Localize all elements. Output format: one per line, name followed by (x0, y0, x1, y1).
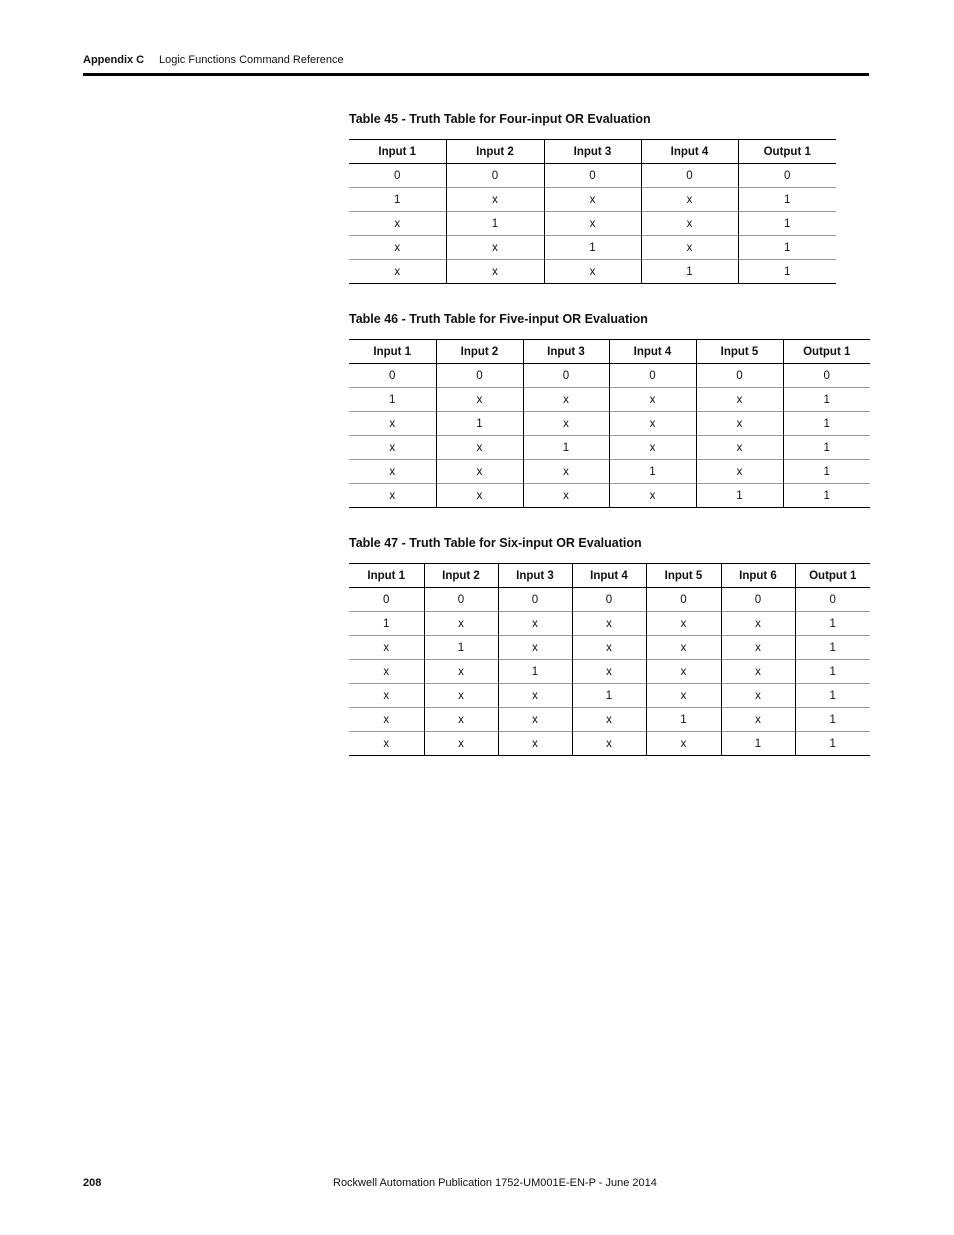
column-header: Input 4 (609, 340, 696, 364)
table-cell: x (721, 636, 795, 660)
table-cell: 1 (783, 436, 870, 460)
table-cell: 0 (795, 588, 870, 612)
table-row (349, 188, 836, 212)
table-cell: 1 (498, 660, 572, 684)
table-cell: x (572, 732, 646, 756)
table-cell: x (646, 612, 721, 636)
table-45-title: Table 45 - Truth Table for Four-input OR Evaluation (349, 112, 651, 126)
table-row (349, 436, 870, 460)
column-header: Input 2 (436, 340, 523, 364)
table-row (349, 164, 836, 188)
table-cell: 1 (738, 188, 836, 212)
table-cell: 0 (523, 364, 609, 388)
table-cell: x (498, 708, 572, 732)
table-cell: 1 (349, 188, 446, 212)
table-cell: x (609, 484, 696, 508)
column-header: Input 5 (696, 340, 783, 364)
column-header: Input 4 (641, 140, 738, 164)
table-cell: x (349, 436, 436, 460)
table-cell: x (721, 612, 795, 636)
table-cell: x (721, 660, 795, 684)
table-row (349, 212, 836, 236)
table-cell: 1 (349, 388, 436, 412)
table-cell: x (721, 708, 795, 732)
table-row (349, 708, 870, 732)
table-cell: x (696, 436, 783, 460)
table-cell: 0 (498, 588, 572, 612)
table-row (349, 636, 870, 660)
table-cell: 1 (696, 484, 783, 508)
table-cell: 1 (738, 260, 836, 284)
table-row (349, 388, 870, 412)
table-cell: 0 (544, 164, 641, 188)
table-cell: x (609, 412, 696, 436)
column-header: Input 6 (721, 564, 795, 588)
table-cell: 1 (646, 708, 721, 732)
table-cell: 1 (572, 684, 646, 708)
table-cell: 1 (738, 236, 836, 260)
appendix-label: Appendix C (83, 54, 145, 66)
table-cell: 1 (783, 412, 870, 436)
table-cell: x (349, 484, 436, 508)
column-header: Input 1 (349, 140, 446, 164)
table-cell: 0 (721, 588, 795, 612)
table-cell: 1 (795, 732, 870, 756)
table-header-row (349, 340, 870, 364)
table-row (349, 412, 870, 436)
table-cell: x (436, 460, 523, 484)
table-cell: x (424, 684, 498, 708)
table-cell: 0 (572, 588, 646, 612)
table-row (349, 732, 870, 756)
column-header: Input 3 (523, 340, 609, 364)
table-cell: x (349, 460, 436, 484)
table-cell: 1 (436, 412, 523, 436)
table-cell: x (349, 412, 436, 436)
table-cell: x (349, 732, 424, 756)
table-cell: x (641, 212, 738, 236)
table-cell: 1 (424, 636, 498, 660)
table-cell: x (349, 212, 446, 236)
table-cell: x (544, 188, 641, 212)
table-cell: x (646, 660, 721, 684)
table-cell: x (436, 388, 523, 412)
table-cell: x (424, 708, 498, 732)
section-title: Logic Functions Command Reference (159, 54, 344, 66)
table-cell: x (523, 460, 609, 484)
table-47-title: Table 47 - Truth Table for Six-input OR Evaluation (349, 536, 642, 550)
table-cell: 0 (738, 164, 836, 188)
column-header: Output 1 (783, 340, 870, 364)
table-cell: 0 (641, 164, 738, 188)
column-header: Input 2 (424, 564, 498, 588)
table-cell: 1 (795, 708, 870, 732)
table-cell: 1 (544, 236, 641, 260)
table-cell: 1 (795, 684, 870, 708)
table-cell: 1 (738, 212, 836, 236)
table-cell: 1 (721, 732, 795, 756)
table-cell: x (609, 388, 696, 412)
table-cell: x (349, 684, 424, 708)
table-cell: 1 (783, 388, 870, 412)
table-cell: 1 (795, 612, 870, 636)
table-cell: 0 (436, 364, 523, 388)
column-header: Input 1 (349, 340, 436, 364)
table-cell: x (572, 636, 646, 660)
table-row (349, 364, 870, 388)
table-cell: x (436, 484, 523, 508)
table-cell: x (572, 612, 646, 636)
table-cell: x (646, 732, 721, 756)
table-cell: 1 (783, 484, 870, 508)
table-cell: x (523, 412, 609, 436)
table-cell: x (446, 188, 544, 212)
column-header: Output 1 (795, 564, 870, 588)
column-header: Input 3 (498, 564, 572, 588)
table-row (349, 460, 870, 484)
table-cell: x (572, 708, 646, 732)
table-cell: x (498, 684, 572, 708)
table-cell: x (349, 260, 446, 284)
column-header: Input 2 (446, 140, 544, 164)
table-cell: 1 (641, 260, 738, 284)
table-cell: 1 (795, 636, 870, 660)
table-cell: x (424, 732, 498, 756)
table-cell: x (498, 636, 572, 660)
column-header: Input 1 (349, 564, 424, 588)
table-cell: x (544, 260, 641, 284)
table-cell: 1 (783, 460, 870, 484)
table-cell: 0 (783, 364, 870, 388)
table-cell: 1 (349, 612, 424, 636)
table-cell: x (523, 388, 609, 412)
table-46-five-input-or (349, 339, 870, 508)
table-cell: x (609, 436, 696, 460)
table-row (349, 484, 870, 508)
table-cell: x (641, 188, 738, 212)
page-number: 208 (83, 1177, 102, 1189)
table-cell: x (646, 684, 721, 708)
table-cell: x (696, 412, 783, 436)
page-header (83, 52, 869, 76)
table-header-row (349, 140, 836, 164)
table-cell: 0 (696, 364, 783, 388)
column-header: Input 4 (572, 564, 646, 588)
table-cell: x (349, 636, 424, 660)
table-cell: x (572, 660, 646, 684)
table-cell: x (498, 732, 572, 756)
table-cell: 1 (609, 460, 696, 484)
table-cell: x (646, 636, 721, 660)
table-row (349, 660, 870, 684)
table-cell: x (523, 484, 609, 508)
table-cell: 0 (646, 588, 721, 612)
table-cell: x (349, 708, 424, 732)
table-cell: 0 (424, 588, 498, 612)
column-header: Input 3 (544, 140, 641, 164)
table-cell: x (349, 660, 424, 684)
table-cell: x (446, 260, 544, 284)
table-cell: 0 (383, 593, 390, 606)
table-cell: 1 (446, 212, 544, 236)
table-cell: 1 (523, 436, 609, 460)
column-header: Output 1 (738, 140, 836, 164)
table-cell: x (641, 236, 738, 260)
table-cell: x (544, 212, 641, 236)
table-cell: x (446, 236, 544, 260)
table-cell: x (696, 460, 783, 484)
column-header: Input 5 (646, 564, 721, 588)
table-cell: 0 (446, 164, 544, 188)
table-header-row (349, 564, 870, 588)
table-row (349, 588, 870, 612)
table-row (349, 612, 870, 636)
table-cell: 0 (394, 169, 401, 182)
table-cell: x (349, 236, 446, 260)
table-cell: x (436, 436, 523, 460)
table-47-six-input-or (349, 563, 870, 756)
table-45-four-input-or (349, 139, 836, 284)
table-cell: 1 (795, 660, 870, 684)
table-cell: 0 (609, 364, 696, 388)
table-row (349, 260, 836, 284)
table-cell: x (424, 660, 498, 684)
table-cell: 0 (389, 369, 396, 382)
table-row (349, 236, 836, 260)
publication-info: Rockwell Automation Publication 1752-UM001E-EN-P - June 2014 (333, 1177, 657, 1189)
table-cell: x (696, 388, 783, 412)
table-row (349, 684, 870, 708)
table-cell: x (424, 612, 498, 636)
table-cell: x (721, 684, 795, 708)
table-46-title: Table 46 - Truth Table for Five-input OR Evaluation (349, 312, 648, 326)
table-cell: x (498, 612, 572, 636)
